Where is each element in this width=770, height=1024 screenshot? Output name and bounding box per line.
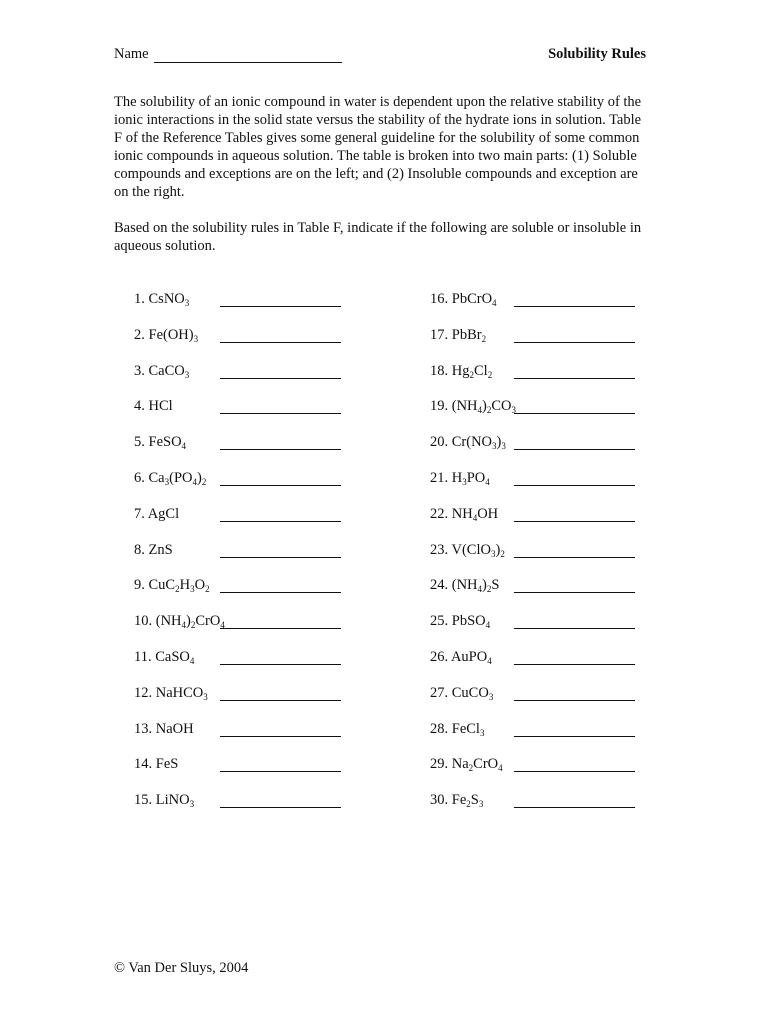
answer-blank[interactable] (220, 771, 341, 772)
question-label: 11. CaSO$_4$ (134, 649, 195, 666)
name-field-line[interactable] (154, 62, 342, 63)
question-label: 23. $V(ClO_3)_2$ (430, 541, 505, 559)
question-label: 28. FeCl$_3$ (430, 720, 485, 738)
answer-blank[interactable] (514, 700, 635, 701)
question-label: 18. $Hg_2Cl_2$ (430, 362, 493, 380)
question-label: 14. FeS (134, 756, 179, 773)
question-label: 24. $(NH_4)_2S$ (430, 577, 500, 595)
question-label: 3. CaCO$_3$ (134, 362, 190, 380)
question-label: 22. $NH_4OH$ (430, 505, 499, 523)
question-label: 10. $(NH_4)_2CrO_4$ (134, 613, 225, 631)
question-label: 21. $H_3PO_4$ (430, 470, 490, 487)
instruction-paragraph: Based on the solubility rules in Table F, indicate if the following are soluble or insoluble in aqueous solution. (114, 220, 642, 254)
question-label: 20. $Cr(NO_3)_3$ (430, 434, 506, 452)
name-label: Name (114, 46, 149, 62)
answer-blank[interactable] (514, 413, 635, 414)
answer-blank[interactable] (220, 736, 341, 737)
question-label: 25. PbSO$_4$ (430, 613, 491, 631)
answer-blank[interactable] (220, 378, 341, 379)
question-label: 30. $Fe_2S_3$ (430, 792, 484, 810)
intro-paragraph: The solubility of an ionic compound in water is dependent upon the relative stability of the ionic interactions in the solid state versus the stability of the hydrate ions in solution. Table F of the Reference Tables gives some general guideline for the solubility of some common ionic compounds in aqueous solution. The table is broken into two main parts: (1) Soluble compounds and exceptions are on the left; and (2) Insoluble compounds and exception are on the right. (114, 94, 642, 200)
question-label: 8. ZnS (134, 541, 173, 558)
answer-blank[interactable] (514, 628, 635, 629)
answer-blank[interactable] (514, 378, 635, 379)
answer-blank[interactable] (514, 771, 635, 772)
answer-blank[interactable] (220, 628, 341, 629)
answer-blank[interactable] (220, 449, 341, 450)
question-label: 15. LiNO$_3$ (134, 792, 195, 810)
answer-blank[interactable] (220, 557, 341, 558)
copyright-footer: © Van Der Sluys, 2004 (114, 960, 249, 976)
answer-blank[interactable] (220, 664, 341, 665)
question-label: 13. NaOH (134, 720, 194, 737)
question-label: 19. $(NH_4)_2CO_3$ (430, 398, 517, 416)
answer-blank[interactable] (514, 736, 635, 737)
answer-blank[interactable] (514, 807, 635, 808)
question-label: 1. CsNO$_3$ (134, 291, 190, 308)
answer-blank[interactable] (220, 413, 341, 414)
question-label: 27. CuCO$_3$ (430, 684, 494, 702)
answer-blank[interactable] (220, 807, 341, 808)
answer-blank[interactable] (514, 664, 635, 665)
question-label: 5. FeSO$_4$ (134, 434, 187, 452)
answer-blank[interactable] (514, 306, 635, 307)
question-label: 17. PbBr$_2$ (430, 326, 487, 344)
question-label: 4. HCl (134, 398, 173, 415)
question-label: 2. $Fe(OH)_3$ (134, 326, 199, 344)
answer-blank[interactable] (220, 592, 341, 593)
question-label: 6. $Ca_3(PO_4)_2$ (134, 470, 207, 487)
answer-blank[interactable] (514, 342, 635, 343)
answer-blank[interactable] (514, 485, 635, 486)
question-label: 29. $Na_2CrO_4$ (430, 756, 503, 774)
answer-blank[interactable] (514, 557, 635, 558)
question-label: 9. $CuC_2H_3O_2$ (134, 577, 210, 595)
question-label: 7. AgCl (134, 505, 180, 522)
answer-blank[interactable] (514, 521, 635, 522)
question-label: 16. PbCrO$_4$ (430, 291, 497, 308)
answer-blank[interactable] (220, 700, 341, 701)
answer-blank[interactable] (514, 449, 635, 450)
question-label: 12. NaHCO$_3$ (134, 684, 208, 702)
answer-blank[interactable] (220, 306, 341, 307)
answer-blank[interactable] (220, 485, 341, 486)
question-label: 26. AuPO$_4$ (430, 649, 492, 666)
answer-blank[interactable] (220, 342, 341, 343)
answer-blank[interactable] (220, 521, 341, 522)
page-title: Solubility Rules (548, 46, 646, 62)
answer-blank[interactable] (514, 592, 635, 593)
